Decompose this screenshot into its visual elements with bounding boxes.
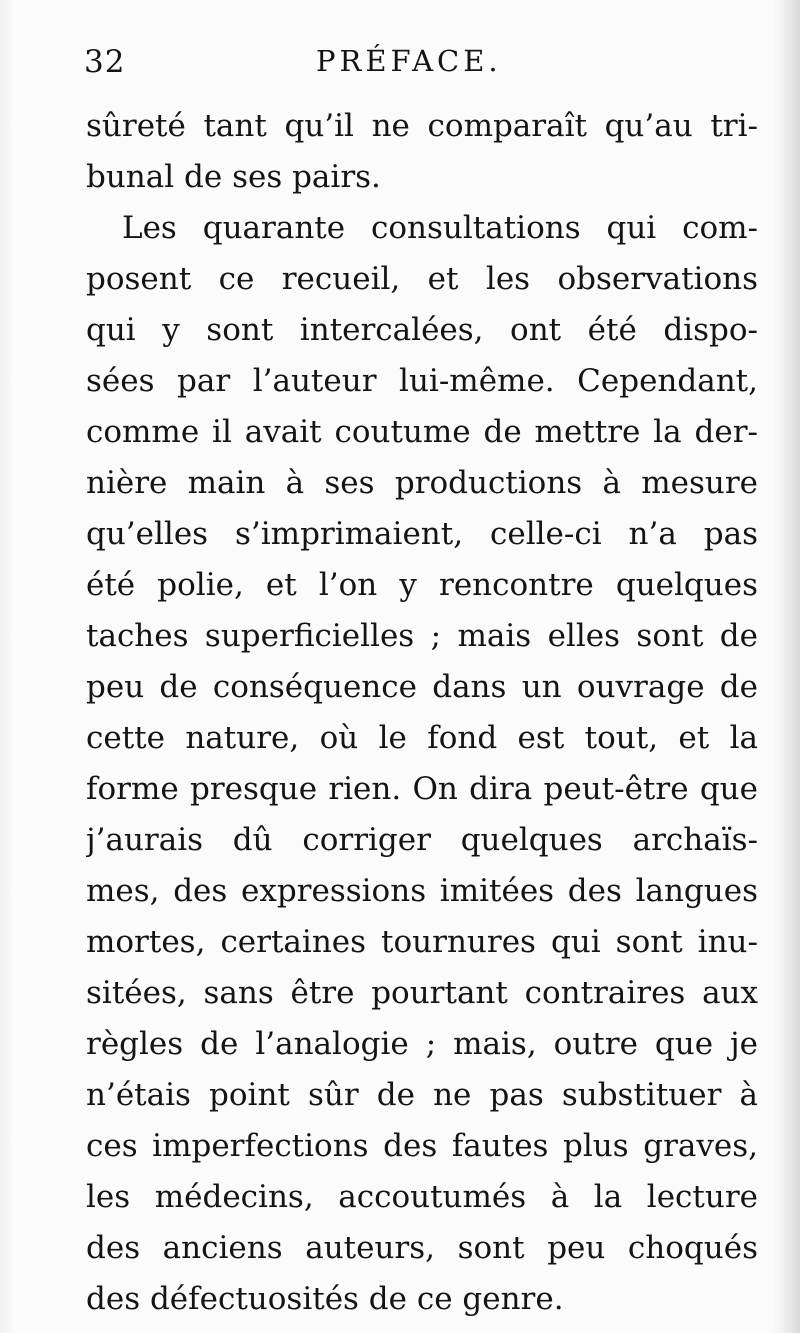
text-line: bunal de ses pairs. — [86, 159, 381, 195]
text-line: sûreté tant qu’il ne comparaît qu’au tri- — [86, 108, 758, 144]
page-header — [84, 42, 774, 92]
text-line: nière main à ses productions à mesure — [86, 465, 758, 501]
text-line: forme presque rien. On dira peut-être que — [86, 771, 758, 807]
text-line: des anciens auteurs, sont peu choqués — [86, 1230, 758, 1266]
text-line: peu de conséquence dans un ouvrage de — [86, 669, 758, 705]
text-line: n’étais point sûr de ne pas substituer à — [86, 1077, 758, 1113]
text-line: des défectuosités de ce genre. — [86, 1281, 564, 1317]
text-line: cette nature, où le fond est tout, et la — [86, 720, 758, 756]
text-line: été polie, et l’on y rencontre quelques — [86, 567, 758, 603]
text-body — [86, 101, 758, 1325]
text-line: j’aurais dû corriger quelques archaïs- — [86, 822, 758, 858]
text-line: les médecins, accoutumés à la lecture — [86, 1179, 758, 1215]
text-line: ces imperfections des fautes plus graves, — [86, 1128, 758, 1164]
text-line: Les quarante consultations qui com- — [122, 210, 758, 246]
running-title: PRÉFACE. — [316, 44, 502, 78]
text-line: comme il avait coutume de mettre la der- — [86, 414, 758, 450]
text-line: mes, des expressions imitées des langues — [86, 873, 758, 909]
text-line: posent ce recueil, et les observations — [86, 261, 758, 297]
page-edge-left — [0, 0, 14, 1333]
text-line: règles de l’analogie ; mais, outre que je — [86, 1026, 758, 1062]
text-line: qu’elles s’imprimaient, celle-ci n’a pas — [86, 516, 758, 552]
text-line: mortes, certaines tournures qui sont inu- — [86, 924, 758, 960]
text-line: qui y sont intercalées, ont été dispo- — [86, 312, 758, 348]
text-line: sées par l’auteur lui-même. Cependant, — [86, 363, 758, 399]
text-line: taches superficielles ; mais elles sont de — [86, 618, 758, 654]
text-line: sitées, sans être pourtant contraires aux — [86, 975, 758, 1011]
page-edge-right — [774, 0, 800, 1333]
page-number: 32 — [84, 44, 126, 80]
